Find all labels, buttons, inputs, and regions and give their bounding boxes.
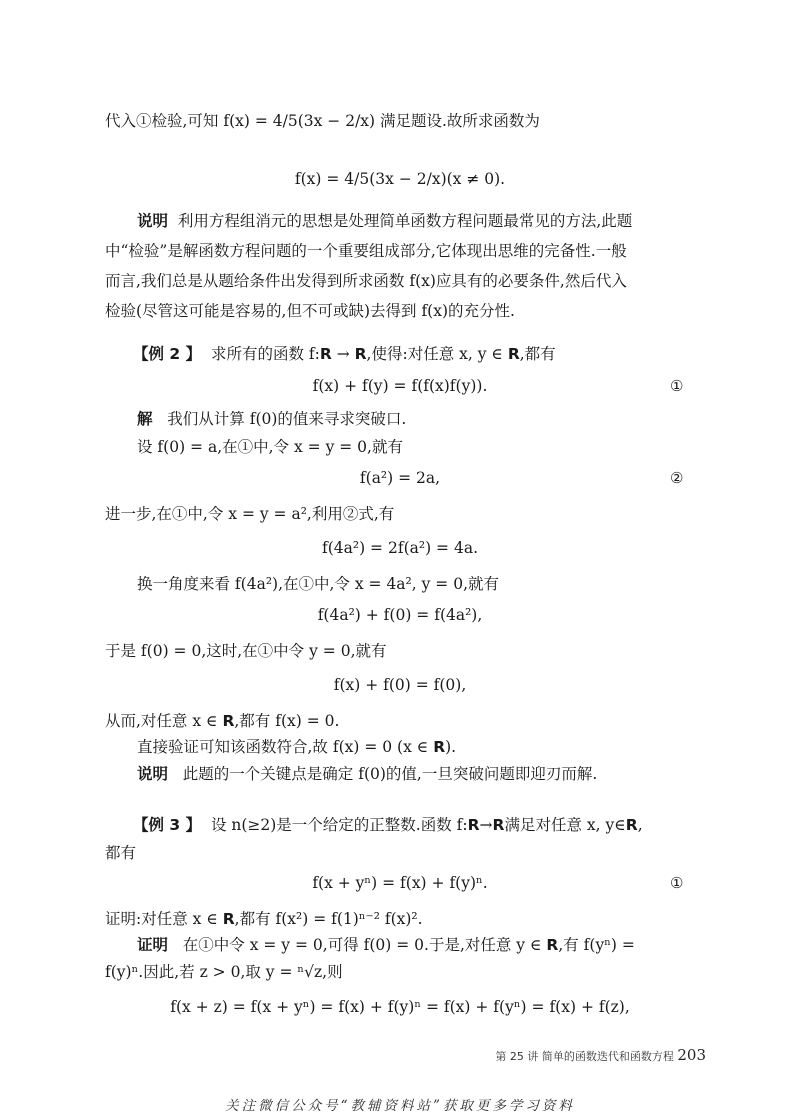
text-line: 中“检验”是解函数方程问题的一个重要组成部分,它体现出思维的完备性.一般 bbox=[105, 242, 627, 260]
text-line bbox=[105, 710, 339, 732]
text-line: 于是 f(0) = 0,这时,在①中令 y = 0,就有 bbox=[105, 642, 387, 660]
set-symbol: R bbox=[492, 816, 505, 834]
text-line: f(y)ⁿ.因此,若 z > 0,取 y = ⁿ√z,则 bbox=[105, 963, 343, 981]
equation-number: ② bbox=[670, 469, 684, 487]
proof-label: 证明 bbox=[137, 936, 169, 954]
display-equation: f(x) + f(y) = f(f(x)f(y)). bbox=[312, 377, 488, 395]
text-line: 进一步,在①中,令 x = y = a²,利用②式,有 bbox=[105, 505, 395, 523]
page-footer bbox=[495, 1046, 706, 1064]
proof-line bbox=[137, 934, 635, 956]
set-symbol: R bbox=[467, 816, 480, 834]
display-equation: f(x) + f(0) = f(0), bbox=[333, 676, 467, 694]
solution-label: 解 bbox=[137, 410, 153, 428]
text: 求所有的函数 f: bbox=[210, 345, 320, 363]
text-line: 换一角度来看 f(4a²),在①中,令 x = 4a², y = 0,就有 bbox=[137, 575, 499, 593]
text: , bbox=[637, 816, 643, 834]
text: ,有 f(yⁿ) = bbox=[558, 936, 635, 954]
set-symbol: R bbox=[222, 712, 235, 730]
example-label: 【例 3 】 bbox=[133, 816, 202, 834]
text: ,都有 bbox=[519, 345, 556, 363]
note-line bbox=[137, 210, 632, 232]
text: ,使得:对任意 x, y ∈ bbox=[366, 345, 508, 363]
text-line: 检验(尽管这可能是容易的,但不可或缺)去得到 f(x)的充分性. bbox=[105, 302, 515, 320]
text: 设 n(≥2)是一个给定的正整数.函数 f: bbox=[210, 816, 468, 834]
text-line: 代入①检验,可知 f(x) = 4/5(3x − 2/x) 满足题设.故所求函数为 bbox=[105, 112, 540, 130]
page-number: 203 bbox=[677, 1046, 706, 1064]
example-3-heading bbox=[133, 814, 643, 836]
text-line bbox=[105, 908, 423, 930]
set-symbol: R bbox=[319, 345, 332, 363]
equation-number: ① bbox=[670, 874, 684, 892]
text: 我们从计算 f(0)的值来寻求突破口. bbox=[167, 410, 407, 428]
text-line: 而言,我们总是从题给条件出发得到所求函数 f(x)应具有的必要条件,然后代入 bbox=[105, 272, 627, 290]
chapter-title: 第 25 讲 简单的函数迭代和函数方程 bbox=[495, 1050, 674, 1063]
text: 在①中令 x = y = 0,可得 f(0) = 0.于是,对任意 y ∈ bbox=[182, 936, 547, 954]
text: ,都有 f(x) = 0. bbox=[234, 712, 340, 730]
text-line: 都有 bbox=[105, 844, 137, 862]
display-equation: f(a²) = 2a, bbox=[359, 469, 441, 487]
text: 证明:对任意 x ∈ bbox=[105, 910, 223, 928]
arrow: → bbox=[479, 816, 493, 834]
display-equation: f(4a²) = 2f(a²) = 4a. bbox=[321, 539, 478, 557]
text: 直接验证可知该函数符合,故 f(x) = 0 (x ∈ bbox=[137, 738, 434, 756]
set-symbol: R bbox=[546, 936, 559, 954]
watermark: 关注微信公众号“教辅资料站”获取更多学习资料 bbox=[225, 1098, 575, 1114]
text: 此题的一个关键点是确定 f(0)的值,一旦突破问题即迎刃而解. bbox=[182, 765, 598, 783]
example-label: 【例 2 】 bbox=[133, 345, 202, 363]
arrow: → bbox=[331, 345, 355, 363]
set-symbol: R bbox=[507, 345, 520, 363]
display-equation: f(x) = 4/5(3x − 2/x)(x ≠ 0). bbox=[294, 170, 506, 188]
equation-number: ① bbox=[670, 377, 684, 395]
example-2-heading bbox=[133, 343, 556, 365]
note-line bbox=[137, 763, 597, 785]
display-equation: f(x + z) = f(x + yⁿ) = f(x) + f(y)ⁿ = f(x) + f(yⁿ) = f(x) + f(z), bbox=[170, 998, 630, 1016]
text-line bbox=[137, 736, 456, 758]
text: 从而,对任意 x ∈ bbox=[105, 712, 223, 730]
text: ,都有 f(x²) = f(1)ⁿ⁻² f(x)². bbox=[234, 910, 423, 928]
set-symbol: R bbox=[222, 910, 235, 928]
note-label: 说明 bbox=[137, 765, 169, 783]
set-symbol: R bbox=[433, 738, 446, 756]
text: 满足对任意 x, y∈ bbox=[504, 816, 626, 834]
solution-line bbox=[137, 408, 406, 430]
note-text: 利用方程组消元的思想是处理简单函数方程问题最常见的方法,此题 bbox=[177, 212, 633, 230]
display-equation: f(x + yⁿ) = f(x) + f(y)ⁿ. bbox=[312, 874, 488, 892]
text: ). bbox=[445, 738, 457, 756]
note-label: 说明 bbox=[137, 212, 169, 230]
display-equation: f(4a²) + f(0) = f(4a²), bbox=[317, 606, 483, 624]
text-line: 设 f(0) = a,在①中,令 x = y = 0,就有 bbox=[137, 438, 403, 456]
set-symbol: R bbox=[625, 816, 638, 834]
set-symbol: R bbox=[354, 345, 367, 363]
